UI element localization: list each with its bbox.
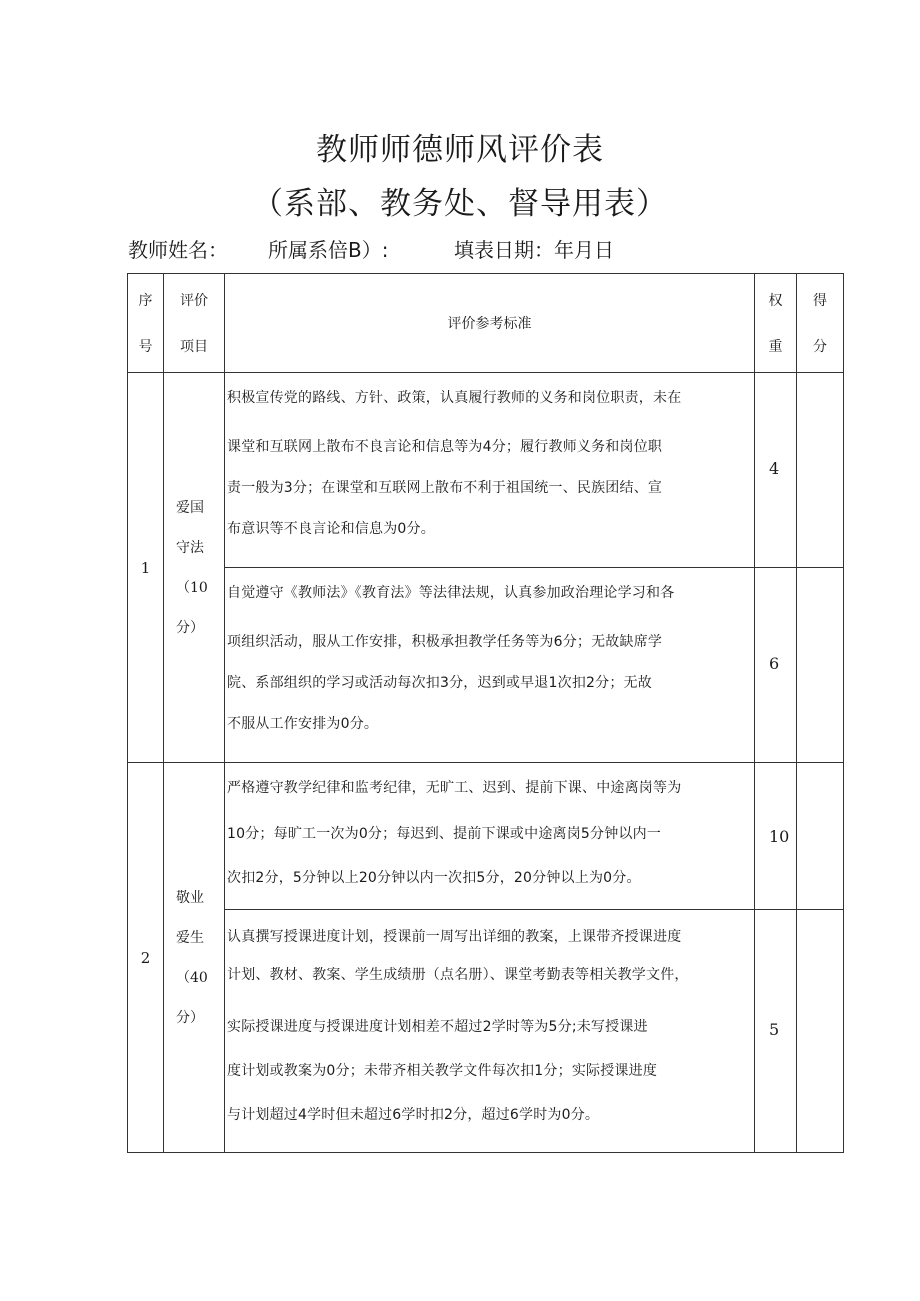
evaluation-table bbox=[127, 273, 844, 1153]
date-label: 填表日期：年月日 bbox=[454, 238, 614, 262]
table-row bbox=[128, 910, 844, 1153]
table-row bbox=[128, 568, 844, 763]
score-cell[interactable] bbox=[797, 910, 844, 1153]
weight-cell: 6 bbox=[755, 568, 797, 763]
weight-cell: 10 bbox=[755, 763, 797, 910]
section-seq: 2 bbox=[128, 763, 164, 1153]
section-seq: 1 bbox=[128, 373, 164, 763]
page-subtitle: （系部、教务处、督导用表） bbox=[252, 186, 668, 222]
criteria-cell: 积极宣传党的路线、方针、政策，认真履行教师的义务和岗位职责，未在 课堂和互联网上散布不良言论和信息等为4分；履行教师义务和岗位职 责一般为3分；在课堂和互联网上散布不利于祖国统一、民族团结、宣 布意识等不良言论和信息为0分。 bbox=[225, 373, 755, 568]
header-weight: 权 重 bbox=[755, 274, 797, 373]
criteria-cell: 自觉遵守《教师法》《教育法》等法律法规，认真参加政治理论学习和各 项组织活动，服从工作安排，积极承担教学任务等为6分；无故缺席学 院、系部组织的学习或活动每次扣3分，迟到或早退1次扣2分；无故 不服从工作安排为0分。 bbox=[225, 568, 755, 763]
table-row bbox=[128, 373, 844, 568]
section-item: 敬业 爱生 （40 分） bbox=[164, 763, 225, 1153]
header-seq: 序 号 bbox=[128, 274, 164, 373]
table-row bbox=[128, 763, 844, 910]
header-standard: 评价参考标准 bbox=[225, 274, 755, 373]
page-title: 教师师德师风评价表 bbox=[316, 132, 604, 168]
teacher-name-label: 教师姓名： bbox=[128, 238, 228, 262]
department-label: 所属系倍B）: bbox=[268, 238, 389, 262]
score-cell[interactable] bbox=[797, 763, 844, 910]
score-cell[interactable] bbox=[797, 568, 844, 763]
section-item: 爱国 守法 （10 分） bbox=[164, 373, 225, 763]
weight-cell: 4 bbox=[755, 373, 797, 568]
table-header-row bbox=[128, 274, 844, 373]
criteria-cell: 严格遵守教学纪律和监考纪律，无旷工、迟到、提前下课、中途离岗等为 10分；每旷工一次为0分；每迟到、提前下课或中途离岗5分钟以内一 次扣2分，5分钟以上20分钟以内一次扣5分，20分钟以上为0分。 bbox=[225, 763, 755, 910]
header-score: 得 分 bbox=[797, 274, 844, 373]
criteria-cell: 认真撰写授课进度计划，授课前一周写出详细的教案，上课带齐授课进度 计划、教材、教案、学生成绩册（点名册）、课堂考勤表等相关教学文件， 实际授课进度与授课进度计划相差不超过2学时等为5分;未写授课进 度计划或教案为0分；未带齐相关教学文件每次扣1分；实际授课进度 与计划超过4学时但未超过6学时扣2分，超过6学时为0分。 bbox=[225, 910, 755, 1153]
score-cell[interactable] bbox=[797, 373, 844, 568]
header-item: 评价 项目 bbox=[164, 274, 225, 373]
weight-cell: 5 bbox=[755, 910, 797, 1153]
